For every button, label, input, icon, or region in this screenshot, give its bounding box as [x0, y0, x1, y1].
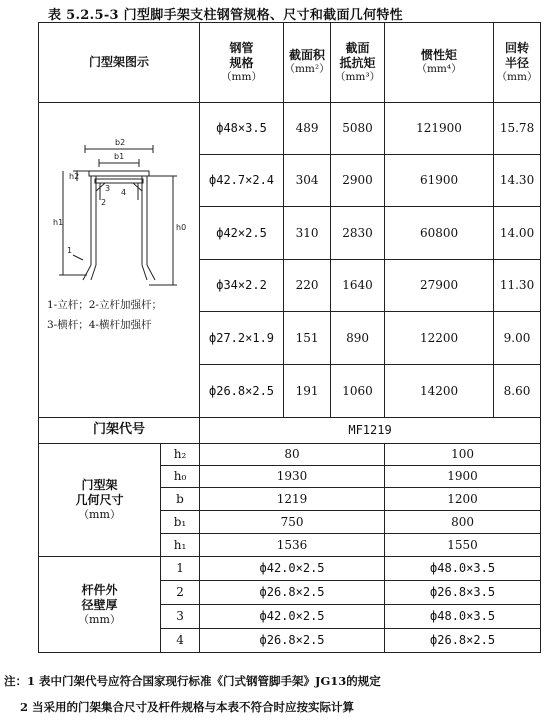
- table-cell: 1200: [385, 488, 541, 511]
- header-radius: 回转 半径 （mm）: [494, 23, 541, 103]
- table-cell: 14.00: [494, 207, 541, 260]
- note-1: 注：1 表中门架代号应符合国家现行标准《门式钢管脚手架》JG13的规定: [4, 674, 381, 688]
- table-cell: ф48.0×3.5: [385, 557, 541, 581]
- label-3: 3: [105, 184, 111, 193]
- table-cell: ф42×2.5: [200, 207, 284, 260]
- table-cell: 100: [385, 444, 541, 466]
- table-cell: 8.60: [494, 365, 541, 418]
- table-cell: ф26.8×2.5: [200, 365, 284, 418]
- geometry-label: 门型架 几何尺寸 （mm）: [39, 444, 161, 557]
- table-cell: 1900: [385, 466, 541, 488]
- table-cell: 310: [284, 207, 331, 260]
- label-1: 1: [67, 246, 73, 255]
- member-row: [39, 557, 541, 581]
- table-notes: [4, 668, 381, 720]
- label-2: 2: [101, 198, 107, 207]
- diagram-legend: 1-立杆；2-立杆加强杆； 3-横杆；4-横杆加强杆: [47, 299, 162, 331]
- header-row: [39, 23, 541, 103]
- geometry-row: [39, 444, 541, 466]
- table-cell: 4: [161, 629, 200, 653]
- frame-code-value: MF1219: [200, 418, 541, 444]
- table-cell: ф42.0×2.5: [200, 605, 385, 629]
- note-2: 2 当采用的门架集合尺寸及杆件规格与本表不符合时应按实际计算: [4, 700, 355, 714]
- spec-table: [38, 22, 541, 653]
- table-cell: ф34×2.2: [200, 260, 284, 312]
- label-h1: h1: [53, 218, 64, 227]
- table-cell: 12200: [385, 312, 494, 365]
- table-cell: 890: [331, 312, 385, 365]
- header-inertia: 惯性矩 （mm⁴）: [385, 23, 494, 103]
- table-cell: h₀: [161, 466, 200, 488]
- table-cell: 11.30: [494, 260, 541, 312]
- frame-code-label: 门架代号: [39, 418, 200, 444]
- table-cell: 61900: [385, 155, 494, 207]
- table-cell: 3: [161, 605, 200, 629]
- table-cell: ф48×3.5: [200, 103, 284, 155]
- table-cell: 9.00: [494, 312, 541, 365]
- label-4: 4: [121, 188, 127, 197]
- frame-diagram-cell: [39, 103, 200, 418]
- table-cell: 750: [200, 511, 385, 534]
- label-b2: b2: [115, 138, 126, 147]
- table-cell: 5080: [331, 103, 385, 155]
- table-cell: ф48.0×3.5: [385, 605, 541, 629]
- frame-code-row: [39, 418, 541, 444]
- door-frame-diagram: [43, 125, 201, 295]
- table-cell: 60800: [385, 207, 494, 260]
- table-cell: 2: [161, 581, 200, 605]
- table-cell: 800: [385, 511, 541, 534]
- table-cell: 80: [200, 444, 385, 466]
- table-cell: 304: [284, 155, 331, 207]
- table-cell: ф26.8×3.5: [385, 581, 541, 605]
- label-h0: h0: [176, 223, 187, 232]
- table-cell: ф26.8×2.5: [200, 629, 385, 653]
- table-cell: 489: [284, 103, 331, 155]
- table-cell: 121900: [385, 103, 494, 155]
- table-cell: ф26.8×2.5: [200, 581, 385, 605]
- table-cell: h₂: [161, 444, 200, 466]
- table-cell: 151: [284, 312, 331, 365]
- header-area: 截面积 （mm²）: [284, 23, 331, 103]
- table-title: 表 5.2.5-3 门型脚手架支柱钢管规格、尺寸和截面几何特性: [48, 8, 403, 23]
- table-cell: 14200: [385, 365, 494, 418]
- table-cell: 1550: [385, 534, 541, 557]
- table-cell: 2830: [331, 207, 385, 260]
- members-label: 杆件外 径壁厚 （mm）: [39, 557, 161, 653]
- table-cell: b₁: [161, 511, 200, 534]
- table-cell: 191: [284, 365, 331, 418]
- table-cell: ф27.2×1.9: [200, 312, 284, 365]
- table-cell: ф42.0×2.5: [200, 557, 385, 581]
- table-row: [39, 103, 541, 155]
- table-cell: 220: [284, 260, 331, 312]
- header-spec: 钢管 规格 （mm）: [200, 23, 284, 103]
- table-cell: 1536: [200, 534, 385, 557]
- header-modulus: 截面 抵抗矩 （mm³）: [331, 23, 385, 103]
- label-h2: h2: [69, 172, 80, 181]
- table-cell: 14.30: [494, 155, 541, 207]
- table-cell: 1930: [200, 466, 385, 488]
- table-cell: 1640: [331, 260, 385, 312]
- table-cell: 27900: [385, 260, 494, 312]
- table-cell: ф42.7×2.4: [200, 155, 284, 207]
- table-cell: 1219: [200, 488, 385, 511]
- table-cell: 15.78: [494, 103, 541, 155]
- table-cell: ф26.8×2.5: [385, 629, 541, 653]
- header-figure: 门型架图示: [39, 23, 200, 103]
- table-cell: 1060: [331, 365, 385, 418]
- table-cell: 2900: [331, 155, 385, 207]
- table-cell: 1: [161, 557, 200, 581]
- label-b1: b1: [114, 152, 125, 161]
- table-cell: h₁: [161, 534, 200, 557]
- table-cell: b: [161, 488, 200, 511]
